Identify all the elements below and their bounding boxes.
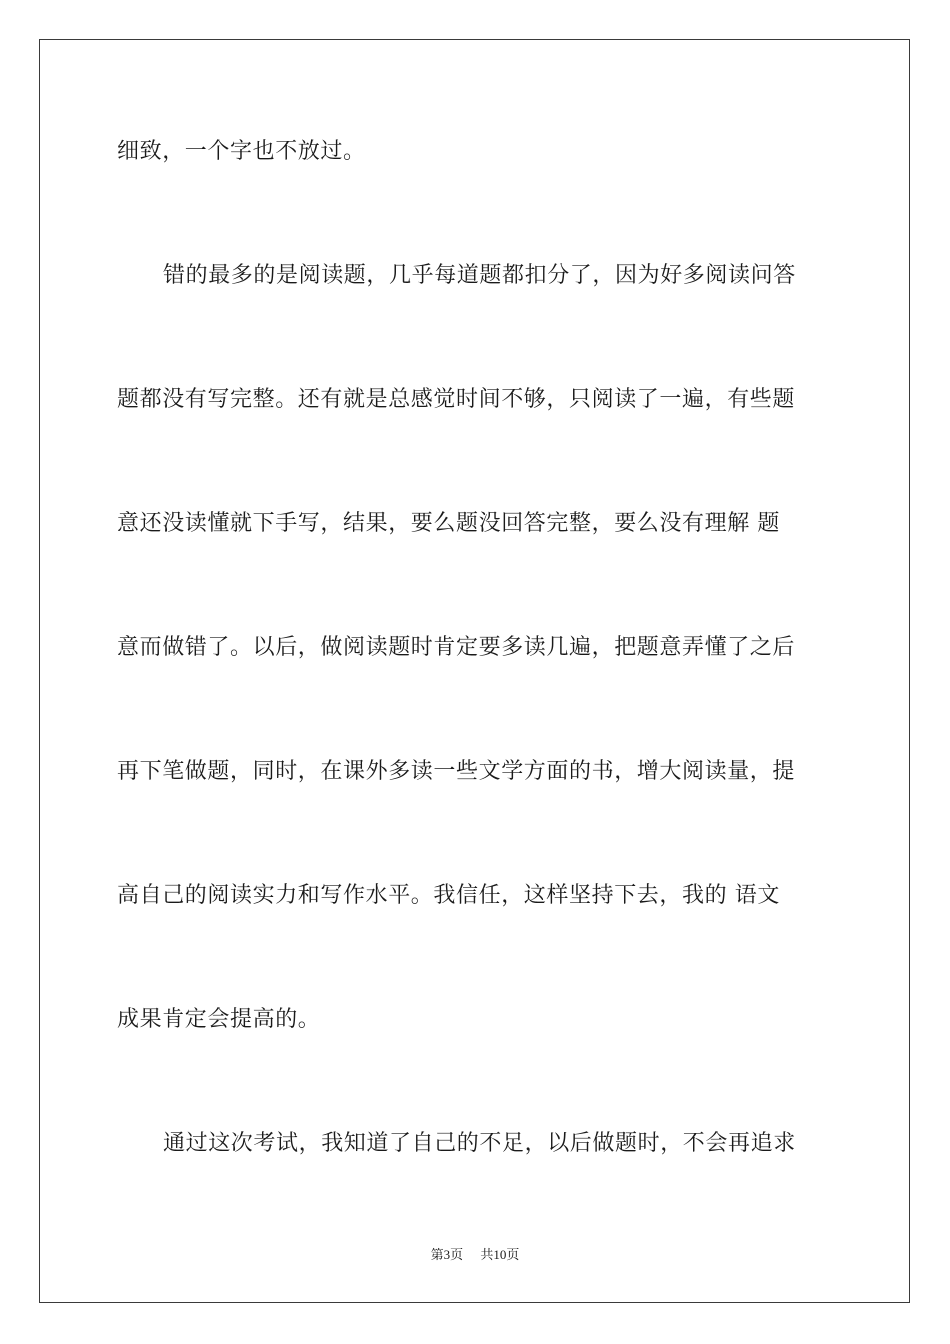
text-line-4: 意还没读懂就下手写，结果，要么题没回答完整，要么没有理解 题 [117, 511, 780, 536]
text-line-2: 错的最多的是阅读题，几乎每道题都扣分了，因为好多阅读问答 [163, 263, 796, 288]
text-line-1: 细致，一个字也不放过。 [117, 139, 366, 164]
text-line-5: 意而做错了。以后，做阅读题时肯定要多读几遍，把题意弄懂了之后 [117, 635, 796, 660]
text-line-7: 高自己的阅读实力和写作水平。我信任，这样坚持下去，我的 语文 [117, 883, 780, 908]
page-number: 第3页 [430, 1247, 464, 1262]
page-footer [0, 1246, 950, 1264]
page-total: 共10页 [480, 1247, 520, 1262]
page-frame [39, 39, 910, 1303]
text-line-9: 通过这次考试，我知道了自己的不足，以后做题时，不会再追求 [163, 1131, 796, 1156]
text-line-8: 成果肯定会提高的。 [117, 1007, 321, 1032]
text-line-3: 题都没有写完整。还有就是总感觉时间不够，只阅读了一遍，有些题 [117, 387, 796, 412]
text-line-6: 再下笔做题，同时，在课外多读一些文学方面的书，增大阅读量，提 [117, 759, 796, 784]
